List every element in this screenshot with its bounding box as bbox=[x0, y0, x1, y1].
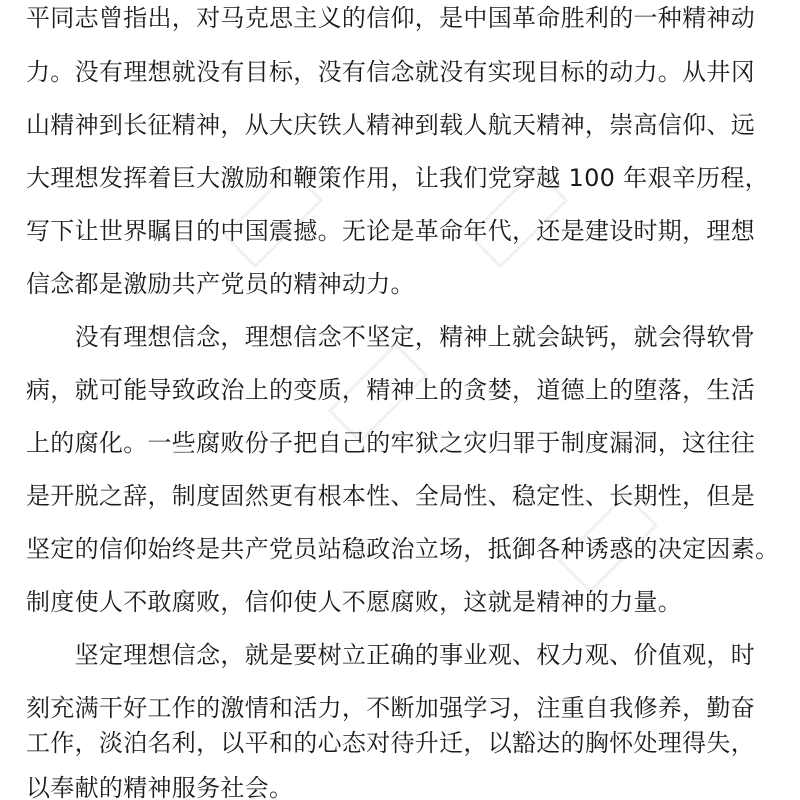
text-line: 没有理想信念，理想信念不坚定，精神上就会缺钙，就会得软骨 bbox=[26, 323, 755, 351]
text-line: 病，就可能导致政治上的变质，精神上的贪婪，道德上的堕落，生活 bbox=[26, 376, 755, 404]
text-line: 大理想发挥着巨大激励和鞭策作用，让我们党穿越 100 年艰辛历程， bbox=[26, 164, 769, 192]
text-line: 平同志曾指出，对马克思主义的信仰，是中国革命胜利的一种精神动 bbox=[26, 4, 755, 32]
text-line: 上的腐化。一些腐败份子把自己的牢狱之灾归罪于制度漏洞，这往往 bbox=[26, 429, 755, 457]
text-line: 以奉献的精神服务社会。 bbox=[26, 774, 294, 800]
text-line: 刻充满干好工作的激情和活力，不断加强学习，注重自我修养，勤奋 bbox=[26, 694, 755, 722]
text-line: 信念都是激励共产党员的精神动力。 bbox=[26, 270, 415, 298]
text-line: 写下让世界瞩目的中国震撼。无论是革命年代，还是建设时期，理想 bbox=[26, 217, 755, 245]
text-line: 坚定的信仰始终是共产党员站稳政治立场，抵御各种诱惑的决定因素。 bbox=[26, 535, 780, 563]
text-line: 坚定理想信念，就是要树立正确的事业观、权力观、价值观，时 bbox=[26, 641, 755, 669]
text-line: 是开脱之辞，制度固然更有根本性、全局性、稳定性、长期性，但是 bbox=[26, 482, 755, 510]
text-line: 制度使人不敢腐败，信仰使人不愿腐败，这就是精神的力量。 bbox=[26, 588, 683, 616]
text-line: 力。没有理想就没有目标，没有信念就没有实现目标的动力。从井冈 bbox=[26, 58, 755, 86]
text-line: 山精神到长征精神，从大庆铁人精神到载人航天精神，崇高信仰、远 bbox=[26, 111, 755, 139]
text-line: 工作，淡泊名利，以平和的心态对待升迁，以豁达的胸怀处理得失， bbox=[26, 729, 755, 757]
